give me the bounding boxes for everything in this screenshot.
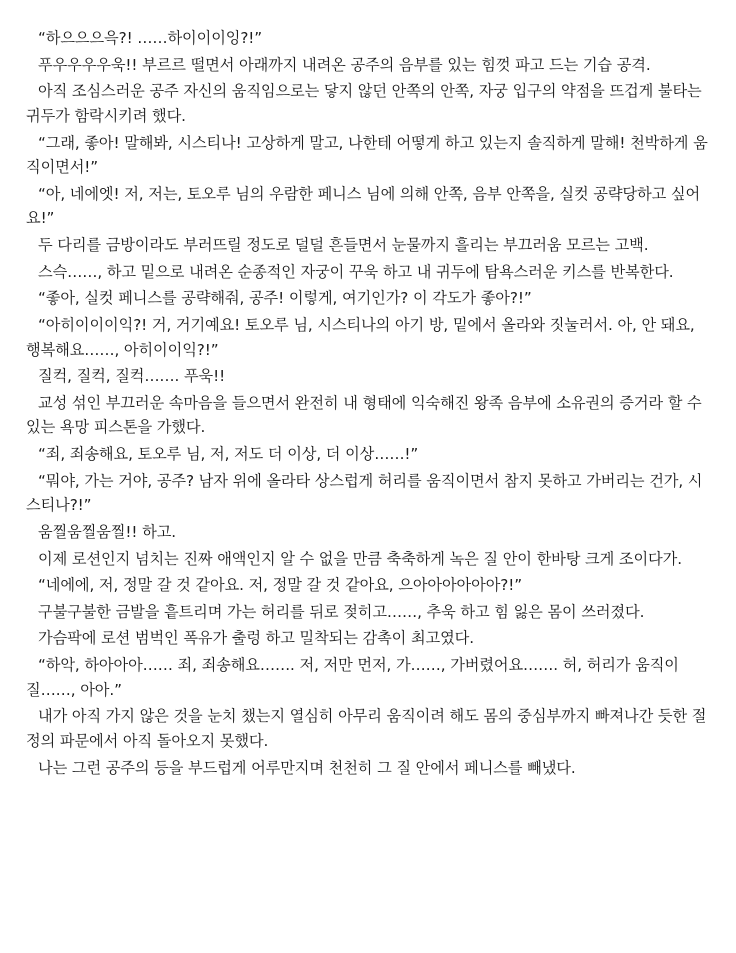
paragraph: 이제 로션인지 넘치는 진짜 애액인지 알 수 없을 만큼 축축하게 녹은 질 안이 한바탕 크게 조이다가. bbox=[38, 549, 682, 568]
paragraph: 움찔움찔움찔!! 하고. bbox=[38, 522, 177, 541]
paragraph: “하악, 하아아아…… 죄, 죄송해요……. 저, 저만 먼저, 가……, 가버렸어요……. 허, 허리가 움직이질……, 아아.” bbox=[26, 656, 679, 699]
paragraph: 나는 그런 공주의 등을 부드럽게 어루만지며 천천히 그 질 안에서 페니스를 빼냈다. bbox=[38, 758, 576, 777]
paragraph: “죄, 죄송해요, 토오루 님, 저, 저도 더 이상, 더 이상……!” bbox=[38, 445, 419, 463]
paragraph: 푸우우우우욱!! 부르르 떨면서 아래까지 내려온 공주의 음부를 있는 힘껏 파고 드는 기습 공격. bbox=[38, 55, 651, 74]
paragraph: “좋아, 실컷 페니스를 공략해줘, 공주! 이렇게, 여기인가? 이 각도가 좋아?!” bbox=[38, 289, 532, 308]
paragraph: “뭐야, 가는 거야, 공주? 남자 위에 올라타 상스럽게 허리를 움직이면서 참지 못하고 가버리는 건가, 시스티나?!” bbox=[26, 471, 703, 515]
paragraph: 가슴팍에 로션 범벅인 폭유가 출렁 하고 밀착되는 감촉이 최고였다. bbox=[38, 629, 474, 648]
paragraph: 구불구불한 금발을 흩트리며 가는 허리를 뒤로 젖히고……, 추욱 하고 힘 잃은 몸이 쓰러졌다. bbox=[38, 602, 645, 621]
paragraph: 아직 조심스러운 공주 자신의 움직임으로는 닿지 않던 안쪽의 안쪽, 자궁 입구의 약점을 뜨겁게 불타는 귀두가 함락시키려 했다. bbox=[26, 82, 707, 125]
paragraph: 질컥, 질컥, 질컥……. 푸욱!! bbox=[38, 367, 226, 386]
paragraph: “네에에, 저, 정말 갈 것 같아요. 저, 정말 갈 것 같아요, 으아아아아아아?!” bbox=[38, 576, 522, 595]
paragraph: “아히이이이익?! 거, 거기예요! 토오루 님, 시스티나의 아기 방, 밑에서 올라와 짓눌러서. 아, 안 돼요, 행복해요……, 아히이이익?!” bbox=[26, 315, 700, 359]
paragraph: 교성 섞인 부끄러운 속마음을 들으면서 완전히 내 형태에 익숙해진 왕족 음부에 소유권의 증거라 할 수 있는 욕망 피스톤을 가했다. bbox=[26, 393, 707, 437]
paragraph: 내가 아직 가지 않은 것을 눈치 챘는지 열심히 아무리 움직이려 해도 몸의 중심부까지 빠져나간 듯한 절정의 파문에서 아직 돌아오지 못했다. bbox=[26, 707, 707, 750]
paragraph: 두 다리를 금방이라도 부러뜨릴 정도로 덜덜 흔들면서 눈물까지 흘리는 부끄러움 모르는 고백. bbox=[38, 236, 649, 254]
paragraph: “그래, 좋아! 말해봐, 시스티나! 고상하게 말고, 나한테 어떻게 하고 있는지 솔직하게 말해! 천박하게 움직이면서!” bbox=[26, 133, 708, 177]
document-body bbox=[26, 26, 710, 780]
paragraph: “아, 네에엣! 저, 저는, 토오루 님의 우람한 페니스 님에 의해 안쪽, 음부 안쪽을, 실컷 공략당하고 싶어요!” bbox=[26, 184, 701, 228]
paragraph: “하으으으윽?! ……하이이이잉?!” bbox=[38, 29, 263, 47]
paragraph: 스슥……, 하고 밑으로 내려온 순종적인 자궁이 꾸욱 하고 내 귀두에 탐욕스러운 키스를 반복한다. bbox=[38, 262, 674, 281]
